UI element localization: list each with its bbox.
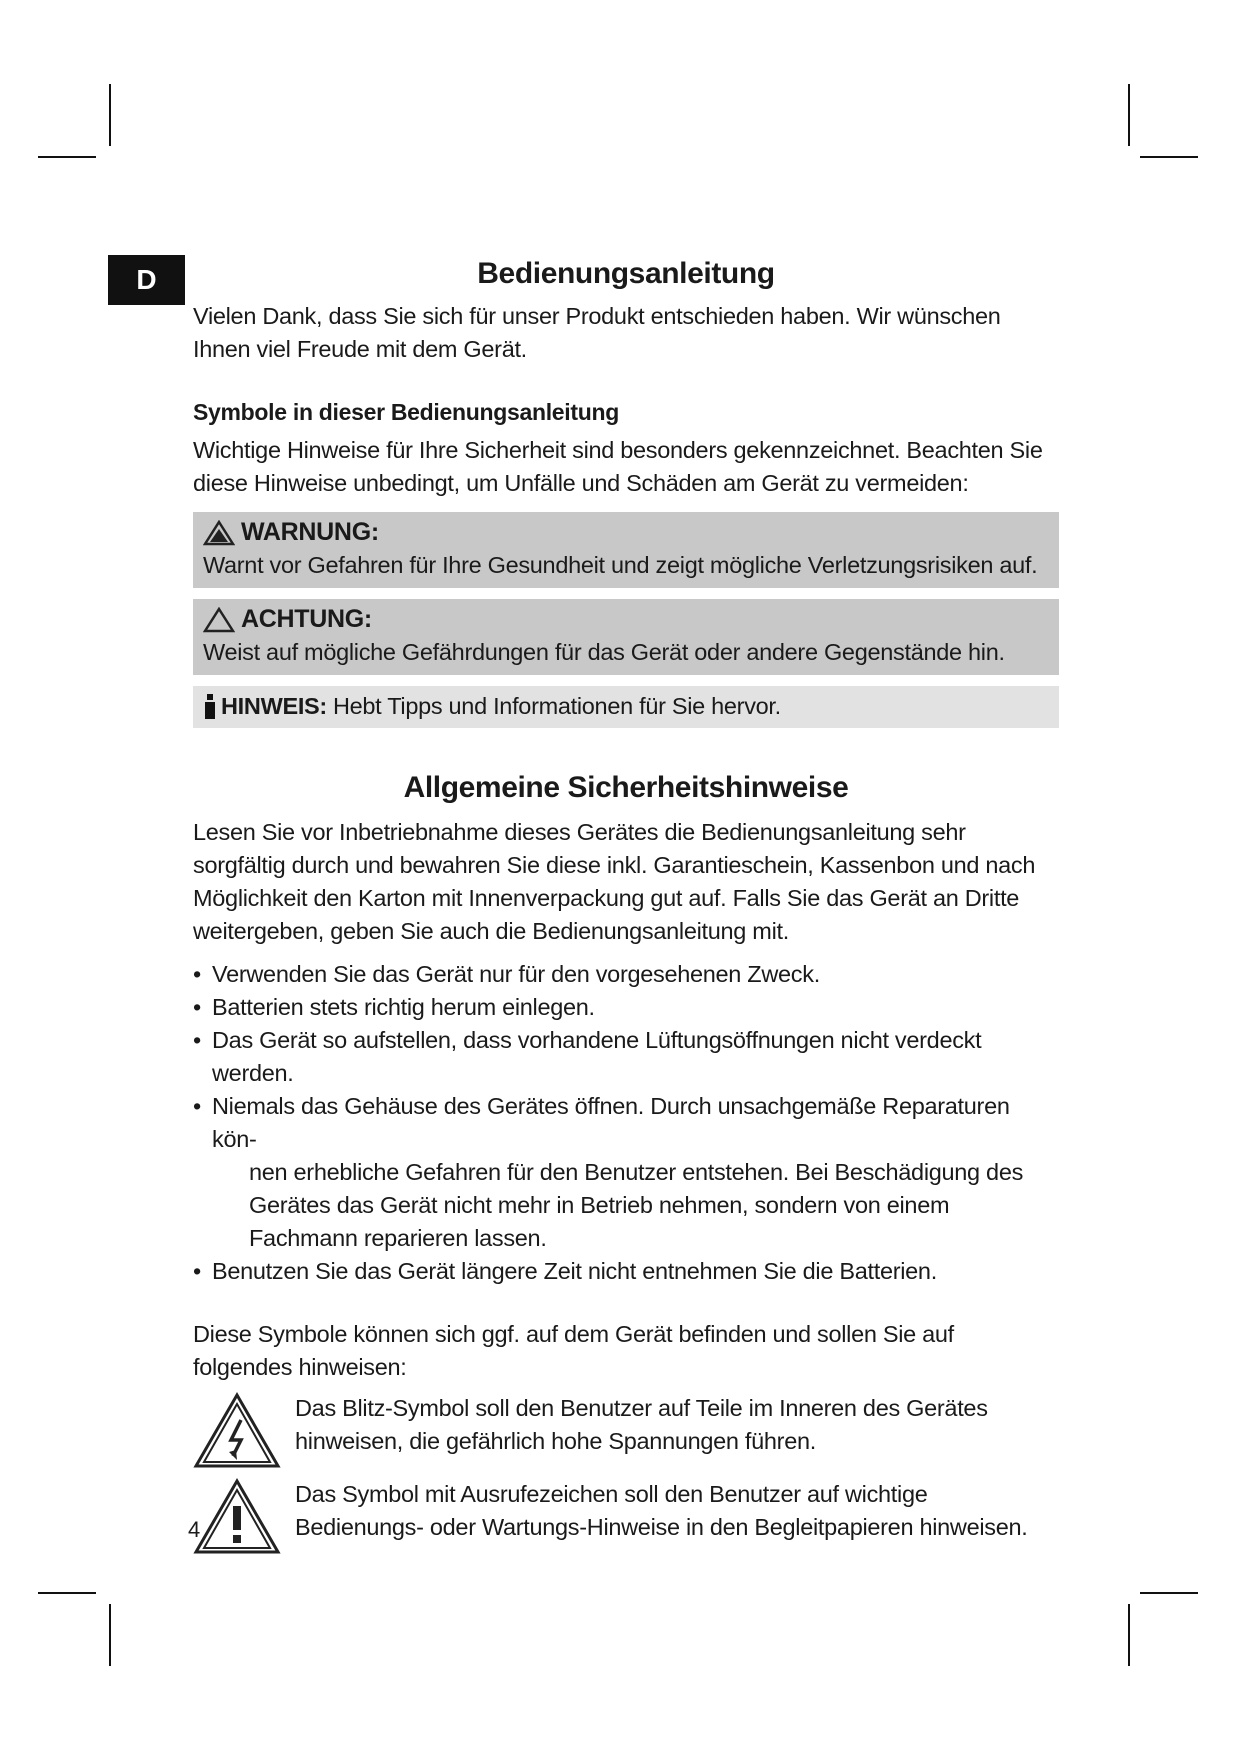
list-item: • Batterien stets richtig herum einlegen. bbox=[193, 994, 595, 1020]
safety-heading: Allgemeine Sicherheitshinweise bbox=[403, 771, 849, 804]
caution-text: Weist auf mögliche Gefährdungen für das Gerät oder andere Gegenstände hin. bbox=[203, 639, 1005, 665]
note-label: HINWEIS: bbox=[221, 693, 327, 719]
crop-mark bbox=[1140, 156, 1198, 158]
list-item: • Verwenden Sie das Gerät nur für den vorgesehenen Zweck. bbox=[193, 961, 820, 987]
caution-title bbox=[203, 603, 1049, 636]
crop-mark bbox=[1140, 1592, 1198, 1594]
crop-mark bbox=[1128, 1604, 1130, 1666]
caution-label: ACHTUNG: bbox=[241, 605, 372, 633]
list-item-text: Batterien stets richtig herum einlegen. bbox=[212, 994, 595, 1020]
crop-mark bbox=[1128, 84, 1130, 146]
list-item-continuation: nen erhebliche Gefahren für den Benutzer entstehen. Bei Beschädigung des Gerätes das Gerät nicht mehr in Betrieb nehmen, sondern von einem Fachmann reparieren lassen. bbox=[249, 1159, 1024, 1251]
list-item: • Niemals das Gehäuse des Gerätes öffnen. Durch unsachgemäße Reparaturen kön- nen erhebliche Gefahren für den Benutzer entstehen. Bei Beschädigung des Gerätes das Gerät nicht mehr in Betrieb nehmen, sondern von einem Fachmann reparieren lassen. bbox=[193, 1090, 1059, 1255]
page-number: 4 bbox=[188, 1517, 201, 1542]
safety-intro: Lesen Sie vor Inbetriebnahme dieses Gerätes die Bedienungsanleitung sehr sorgfältig durch und bewahren Sie diese inkl. Garantieschein, Kassenbon und nach Möglichkeit den Karton mit Innenverpackung gut auf. Falls Sie das Gerät an Dritte weitergeben, geben Sie auch die Bedienungsanleitung mit. bbox=[193, 819, 1036, 944]
lightning-symbol-row bbox=[193, 1392, 1059, 1470]
page-title: Bedienungsanleitung bbox=[477, 257, 775, 290]
list-item-text: Verwenden Sie das Gerät nur für den vorgesehenen Zweck. bbox=[212, 961, 820, 987]
crop-mark bbox=[38, 156, 96, 158]
list-item: • Benutzen Sie das Gerät längere Zeit nicht entnehmen Sie die Batterien. bbox=[193, 1258, 937, 1284]
list-item-text: Niemals das Gehäuse des Gerätes öffnen. Durch unsachgemäße Reparaturen kön- bbox=[212, 1093, 1010, 1152]
note-text: Hebt Tipps und Informationen für Sie hervor. bbox=[332, 693, 781, 719]
device-symbols-intro: Diese Symbole können sich ggf. auf dem Gerät befinden und sollen Sie auf folgendes hinweisen: bbox=[193, 1321, 954, 1380]
note-box bbox=[193, 686, 1059, 728]
warning-title bbox=[203, 516, 1049, 549]
safety-list bbox=[193, 958, 1059, 1288]
list-item-text: Das Gerät so aufstellen, dass vorhandene Lüftungsöffnungen nicht verdeckt werden. bbox=[212, 1027, 982, 1086]
exclamation-warning-icon bbox=[193, 1478, 281, 1556]
warning-label: WARNUNG: bbox=[241, 518, 379, 546]
exclamation-symbol-text: Das Symbol mit Ausrufezeichen soll den Benutzer auf wichtige Bedienungs- oder Wartungs-Hinweise in den Begleitpapieren hinweisen. bbox=[295, 1481, 1028, 1540]
list-item: • Das Gerät so aufstellen, dass vorhandene Lüftungsöffnungen nicht verdeckt werden. bbox=[193, 1027, 982, 1086]
intro-text: Vielen Dank, dass Sie sich für unser Produkt entschieden haben. Wir wünschen Ihnen viel Freude mit dem Gerät. bbox=[193, 303, 1001, 362]
list-item-text: Benutzen Sie das Gerät längere Zeit nicht entnehmen Sie die Batterien. bbox=[212, 1258, 937, 1284]
page-content bbox=[193, 252, 1059, 1556]
warning-text: Warnt vor Gefahren für Ihre Gesundheit und zeigt mögliche Verletzungsrisiken auf. bbox=[203, 552, 1038, 578]
warning-triangle-icon bbox=[203, 520, 235, 546]
crop-mark bbox=[38, 1592, 96, 1594]
symbols-text: Wichtige Hinweise für Ihre Sicherheit sind besonders gekennzeichnet. Beachten Sie diese Hinweise unbedingt, um Unfälle und Schäden am Gerät zu vermeiden: bbox=[193, 437, 1043, 496]
caution-triangle-icon bbox=[203, 607, 235, 633]
exclamation-symbol-row bbox=[193, 1478, 1059, 1556]
lightning-symbol-text: Das Blitz-Symbol soll den Benutzer auf Teile im Inneren des Gerätes hinweisen, die gefährlich hohe Spannungen führen. bbox=[295, 1395, 988, 1454]
language-tab: D bbox=[108, 255, 185, 305]
lightning-warning-icon bbox=[193, 1392, 281, 1470]
caution-box bbox=[193, 599, 1059, 675]
warning-box bbox=[193, 512, 1059, 588]
crop-mark bbox=[109, 1604, 111, 1666]
info-icon bbox=[203, 693, 217, 721]
crop-mark bbox=[109, 84, 111, 146]
symbols-heading: Symbole in dieser Bedienungsanleitung bbox=[193, 399, 619, 425]
